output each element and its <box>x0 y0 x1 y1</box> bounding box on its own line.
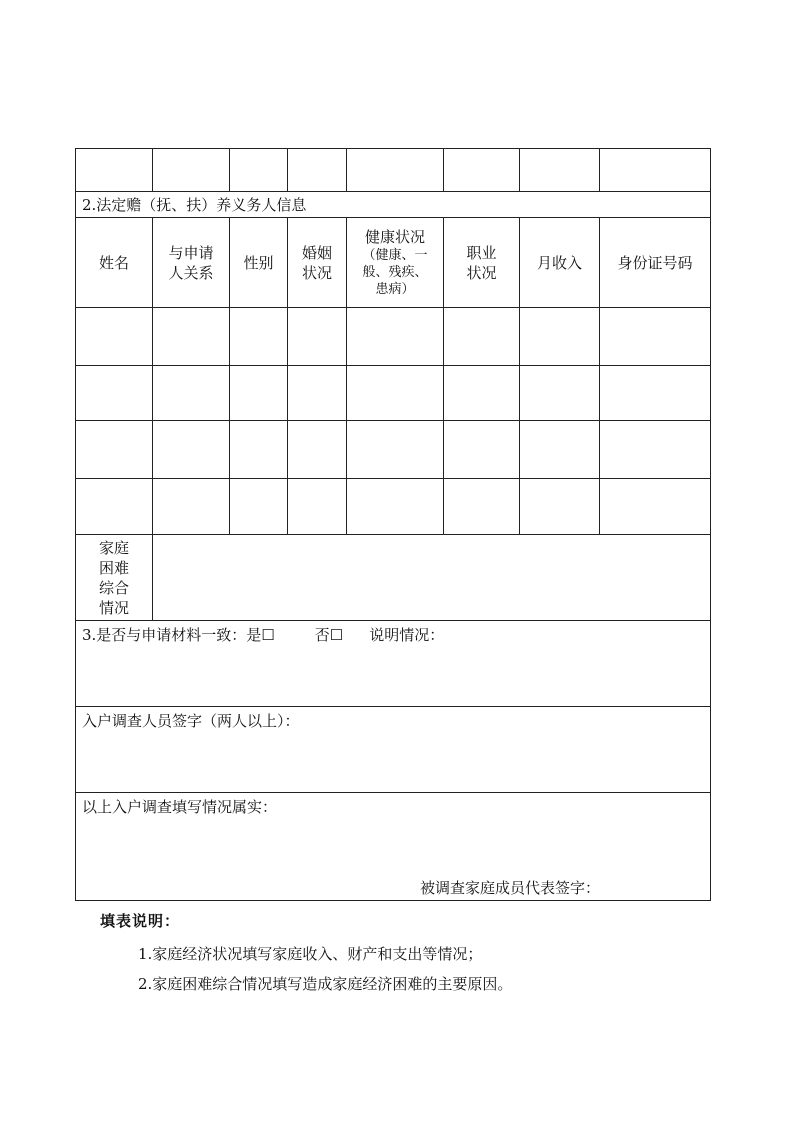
header-name: 姓名 <box>76 218 153 308</box>
header-relation-line: 人关系 <box>168 263 214 282</box>
header-relation <box>153 218 230 308</box>
data-cell[interactable] <box>520 366 600 421</box>
hardship-label-line: 情况 <box>98 598 129 617</box>
header-health-line: （健康、一 <box>362 248 428 263</box>
data-cell[interactable] <box>153 421 230 479</box>
data-cell[interactable] <box>76 479 153 535</box>
confirmation-statement: 以上入户调查填写情况属实： <box>82 798 278 816</box>
data-cell[interactable] <box>520 479 600 535</box>
header-marital-line: 状况 <box>301 263 332 282</box>
data-cell[interactable] <box>76 308 153 366</box>
data-cell[interactable] <box>288 366 347 421</box>
blank-cell[interactable] <box>520 149 600 192</box>
data-cell[interactable] <box>230 308 288 366</box>
table-row <box>76 479 711 535</box>
representative-signature-label: 被调查家庭成员代表签字： <box>419 879 600 897</box>
data-cell[interactable] <box>347 421 444 479</box>
hardship-label-line: 困难 <box>98 558 129 577</box>
header-health-line: 健康状况 <box>364 228 425 246</box>
blank-cell[interactable] <box>347 149 444 192</box>
hardship-content[interactable] <box>153 535 711 621</box>
header-health-line: 患病） <box>375 282 415 297</box>
header-occupation-line: 职业 <box>466 243 497 262</box>
header-marital-line: 婚姻 <box>301 243 332 262</box>
blank-cell[interactable] <box>153 149 230 192</box>
header-health <box>347 218 444 308</box>
data-cell[interactable] <box>444 366 520 421</box>
header-gender: 性别 <box>230 218 288 308</box>
data-cell[interactable] <box>153 366 230 421</box>
explain-label: 说明情况： <box>369 626 445 644</box>
note-item: 1.家庭经济状况填写家庭收入、财产和支出等情况； <box>138 945 483 963</box>
table-row <box>76 149 711 192</box>
data-cell[interactable] <box>600 479 711 535</box>
fill-instructions <box>100 910 700 999</box>
data-cell[interactable] <box>520 421 600 479</box>
blank-cell[interactable] <box>288 149 347 192</box>
data-cell[interactable] <box>288 479 347 535</box>
data-cell[interactable] <box>600 366 711 421</box>
header-relation-line: 与申请 <box>168 243 214 262</box>
blank-cell[interactable] <box>76 149 153 192</box>
data-cell[interactable] <box>347 479 444 535</box>
note-item: 2.家庭困难综合情况填写造成家庭经济困难的主要原因。 <box>138 975 513 993</box>
header-health-line: 般、残疾、 <box>362 265 428 280</box>
hardship-label-line: 综合 <box>98 578 129 597</box>
table-row <box>76 366 711 421</box>
blank-cell[interactable] <box>600 149 711 192</box>
investigator-signature-label[interactable]: 入户调查人员签字（两人以上）： <box>76 707 711 793</box>
data-cell[interactable] <box>444 421 520 479</box>
hardship-row <box>76 535 711 621</box>
data-cell[interactable] <box>76 421 153 479</box>
consistency-question: 3.是否与申请材料一致： <box>82 626 247 644</box>
data-cell[interactable] <box>347 366 444 421</box>
header-income: 月收入 <box>520 218 600 308</box>
consistency-row <box>76 621 711 707</box>
notes-title: 填表说明： <box>100 912 181 930</box>
consistency-cell <box>76 621 711 707</box>
confirmation-cell[interactable] <box>76 793 711 901</box>
header-occupation-line: 状况 <box>466 263 497 282</box>
data-cell[interactable] <box>288 308 347 366</box>
data-cell[interactable] <box>153 308 230 366</box>
data-cell[interactable] <box>600 308 711 366</box>
data-cell[interactable] <box>600 421 711 479</box>
household-survey-form <box>75 148 711 901</box>
yes-checkbox[interactable]: 是☐ <box>246 626 275 644</box>
data-cell[interactable] <box>520 308 600 366</box>
blank-cell[interactable] <box>444 149 520 192</box>
table-row <box>76 308 711 366</box>
blank-cell[interactable] <box>230 149 288 192</box>
data-cell[interactable] <box>230 366 288 421</box>
data-cell[interactable] <box>347 308 444 366</box>
data-cell[interactable] <box>444 479 520 535</box>
no-checkbox[interactable]: 否☐ <box>314 626 344 644</box>
header-row <box>76 218 711 308</box>
investigator-row <box>76 707 711 793</box>
data-cell[interactable] <box>76 366 153 421</box>
hardship-label <box>76 535 153 621</box>
table-row <box>76 421 711 479</box>
data-cell[interactable] <box>444 308 520 366</box>
header-id-number: 身份证号码 <box>600 218 711 308</box>
hardship-label-line: 家庭 <box>98 538 129 557</box>
section-title: 2.法定赡（抚、扶）养义务人信息 <box>76 192 711 218</box>
data-cell[interactable] <box>153 479 230 535</box>
data-cell[interactable] <box>288 421 347 479</box>
header-occupation <box>444 218 520 308</box>
header-marital <box>288 218 347 308</box>
data-cell[interactable] <box>230 421 288 479</box>
confirmation-row <box>76 793 711 901</box>
data-cell[interactable] <box>230 479 288 535</box>
